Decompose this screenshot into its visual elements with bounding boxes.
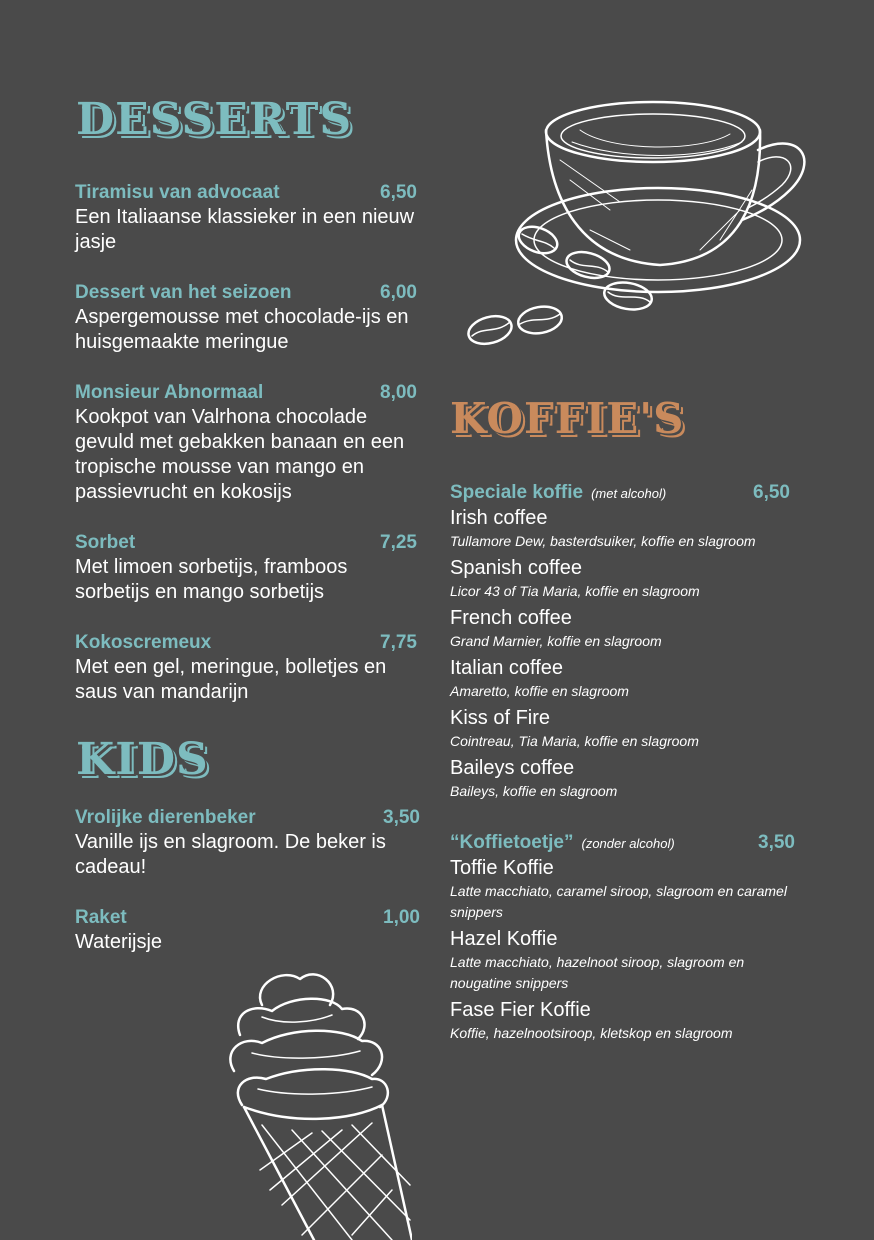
coffee-ingredients: Latte macchiato, caramel siroop, slagroom en caramel snippers [450,883,787,920]
koffies-heading: KOFFIE'S [450,394,685,443]
coffee-group-name: “Koffietoetje” [450,832,574,853]
coffee-name: French coffee [450,607,572,629]
kids-heading: KIDS [76,734,209,785]
dessert-item [75,630,417,705]
coffee-group-price: 6,50 [753,482,790,503]
coffee-name: Toffie Koffie [450,857,554,879]
dessert-price: 6,50 [380,182,417,203]
kids-desc: Vanille ijs en slagroom. De beker is cadeau! [75,831,386,878]
coffee-group-note: (zonder alcohol) [581,836,675,851]
dessert-name: Sorbet [75,532,136,553]
dessert-price: 7,25 [380,532,417,553]
kids-desc: Waterijsje [75,931,163,953]
dessert-desc: Met een gel, meringue, bolletjes en saus van mandarijn [75,656,387,703]
coffee-name: Irish coffee [450,507,548,529]
coffee-group-koffietoetje [450,830,795,1044]
dessert-desc: Een Italiaanse klassieker in een nieuw jasje [75,206,415,253]
kids-name: Raket [75,907,127,928]
dessert-desc: Kookpot van Valrhona chocolade gevuld met gebakken banaan en een tropische mousse van mango en passievrucht en kokosijs [75,406,405,503]
dessert-price: 6,00 [380,282,417,303]
kids-item [75,805,420,880]
coffee-ingredients: Baileys, koffie en slagroom [450,783,618,799]
kids-name: Vrolijke dierenbeker [75,807,256,828]
dessert-item [75,530,417,605]
coffee-group-name: Speciale koffie [450,482,584,503]
coffee-name: Fase Fier Koffie [450,999,591,1021]
coffee-name: Baileys coffee [450,757,575,779]
desserts-heading: DESSERTS [76,94,353,145]
kids-price: 3,50 [383,807,420,828]
coffee-ingredients: Cointreau, Tia Maria, koffie en slagroom [450,733,699,749]
dessert-name: Dessert van het seizoen [75,282,292,303]
coffee-name: Spanish coffee [450,557,582,579]
coffee-name: Italian coffee [450,657,564,679]
kids-item [75,905,420,955]
dessert-name: Kokoscremeux [75,632,212,653]
coffee-group-speciale [450,480,790,802]
coffee-cup-icon [460,90,820,350]
dessert-item [75,380,417,505]
coffee-ingredients: Licor 43 of Tia Maria, koffie en slagroom [450,583,700,599]
coffee-ingredients: Amaretto, koffie en slagroom [450,683,629,699]
dessert-desc: Met limoen sorbetijs, framboos sorbetijs en mango sorbetijs [75,556,348,603]
kids-price: 1,00 [383,907,420,928]
dessert-item [75,280,417,355]
coffee-ingredients: Koffie, hazelnootsiroop, kletskop en slagroom [450,1025,733,1041]
dessert-name: Tiramisu van advocaat [75,182,280,203]
coffee-ingredients: Grand Marnier, koffie en slagroom [450,633,662,649]
coffee-group-note: (met alcohol) [591,486,667,501]
dessert-price: 8,00 [380,382,417,403]
coffee-name: Hazel Koffie [450,928,558,950]
coffee-ingredients: Tullamore Dew, basterdsuiker, koffie en slagroom [450,533,756,549]
coffee-ingredients: Latte macchiato, hazelnoot siroop, slagroom en nougatine snippers [450,954,745,991]
dessert-name: Monsieur Abnormaal [75,382,264,403]
dessert-price: 7,75 [380,632,417,653]
dessert-item [75,180,417,255]
coffee-group-price: 3,50 [758,832,795,853]
dessert-desc: Aspergemousse met chocolade-ijs en huisgemaakte meringue [75,306,409,353]
coffee-name: Kiss of Fire [450,707,551,729]
ice-cream-cone-icon [222,965,412,1240]
